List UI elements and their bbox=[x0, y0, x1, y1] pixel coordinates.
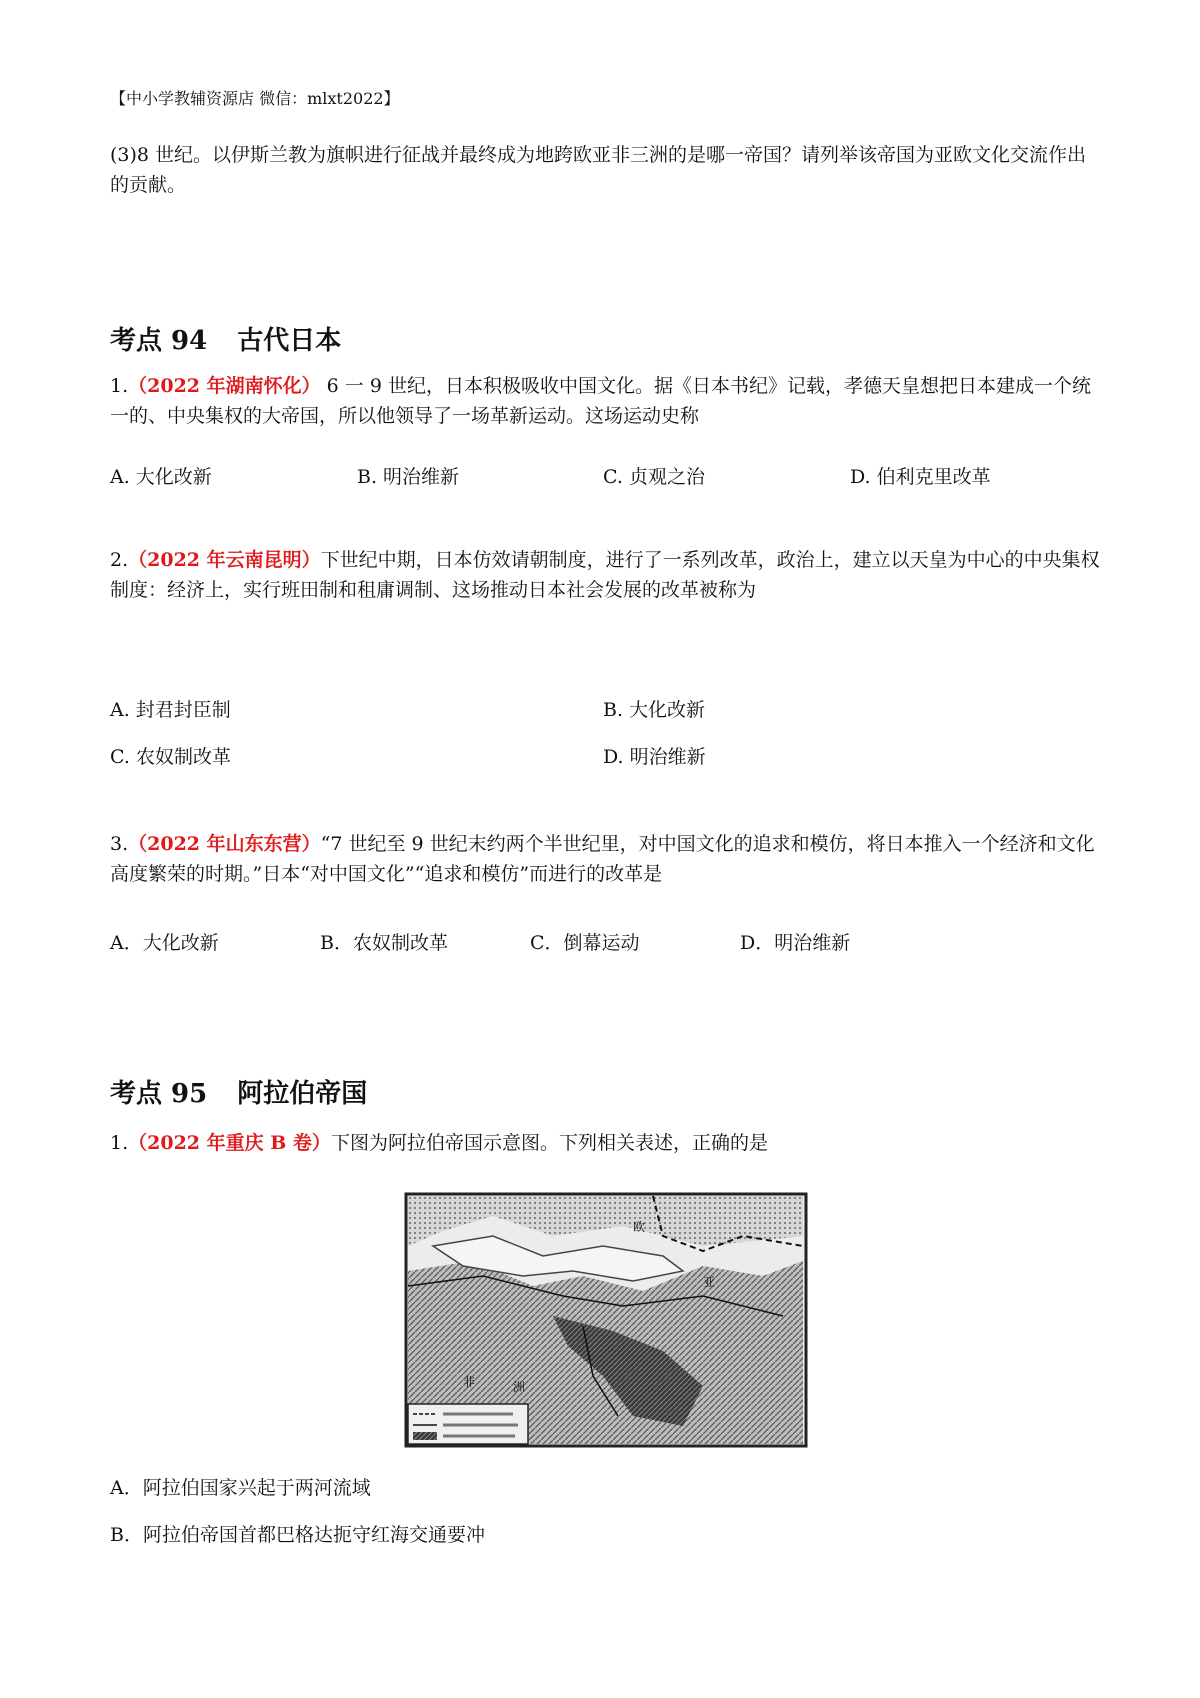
section-number: 考点 95 bbox=[110, 1079, 208, 1109]
s94-question-2 bbox=[110, 545, 1100, 605]
page-header: 【中小学教辅资源店 微信：mlxt2022】 bbox=[110, 89, 400, 108]
map-label-africa-2: 洲 bbox=[513, 1380, 526, 1394]
map-label-africa: 非 bbox=[463, 1375, 476, 1389]
question-text: 下图为阿拉伯帝国示意图。下列相关表述，正确的是 bbox=[330, 1132, 768, 1154]
question-source: （2022 年重庆 B 卷） bbox=[128, 1132, 331, 1154]
question-source: （2022 年云南昆明） bbox=[128, 549, 321, 571]
section-title: 古代日本 bbox=[237, 326, 342, 356]
question-source: （2022 年湖南怀化） bbox=[128, 375, 321, 397]
map-label-asia: 亚 bbox=[703, 1275, 716, 1289]
question-number: 1. bbox=[110, 1132, 129, 1154]
option-b[interactable]: B. 明治维新 bbox=[357, 466, 460, 488]
s94-question-1 bbox=[110, 371, 1100, 431]
section-heading-95 bbox=[110, 1073, 367, 1110]
question-number: 3. bbox=[110, 833, 129, 855]
map-image bbox=[403, 1176, 813, 1451]
option-c[interactable]: C．倒幕运动 bbox=[530, 932, 640, 954]
option-a[interactable]: A．大化改新 bbox=[110, 932, 219, 954]
option-a[interactable]: A. 封君封臣制 bbox=[110, 699, 231, 721]
option-b[interactable]: B．农奴制改革 bbox=[320, 932, 448, 954]
arab-empire-map bbox=[403, 1176, 813, 1451]
map-label-europe: 欧 bbox=[633, 1220, 646, 1234]
s94-question-3 bbox=[110, 829, 1100, 889]
question-source: （2022 年山东东营） bbox=[128, 833, 321, 855]
section-title: 阿拉伯帝国 bbox=[237, 1079, 368, 1109]
question-text: 6 一 9 世纪，日本积极吸收中国文化。据《日本书纪》记载，孝德天皇想把日本建成一个统一的、中央集权的大帝国，所以他领导了一场革新运动。这场运动史称 bbox=[110, 375, 1091, 427]
s95-question-1 bbox=[110, 1128, 1100, 1158]
question-3-prev bbox=[110, 140, 1100, 200]
option-a[interactable]: A. 大化改新 bbox=[110, 466, 212, 488]
section-heading-94 bbox=[110, 320, 341, 357]
option-b[interactable]: B．阿拉伯帝国首都巴格达扼守红海交通要冲 bbox=[110, 1524, 485, 1546]
question-number: 2. bbox=[110, 549, 129, 571]
option-a[interactable]: A．阿拉伯国家兴起于两河流域 bbox=[110, 1477, 371, 1499]
option-d[interactable]: D. 伯利克里改革 bbox=[850, 466, 991, 488]
option-c[interactable]: C. 贞观之治 bbox=[603, 466, 705, 488]
option-d[interactable]: D．明治维新 bbox=[740, 932, 851, 954]
question-text: 下世纪中期，日本仿效请朝制度，进行了一系列改革，政治上，建立以天皇为中心的中央集权制度：经济上，实行班田制和租庸调制、这场推动日本社会发展的改革被称为 bbox=[110, 549, 1100, 601]
question-text: “7 世纪至 9 世纪末约两个半世纪里，对中国文化的追求和模仿，将日本推入一个经济和文化高度繁荣的时期。”日本“对中国文化”“追求和模仿”而进行的改革是 bbox=[110, 833, 1095, 885]
question-text: (3)8 世纪。以伊斯兰教为旗帜进行征战并最终成为地跨欧亚非三洲的是哪一帝国？请列举该帝国为亚欧文化交流作出的贡献。 bbox=[110, 144, 1087, 196]
section-number: 考点 94 bbox=[110, 326, 208, 356]
option-c[interactable]: C. 农奴制改革 bbox=[110, 746, 231, 768]
option-d[interactable]: D. 明治维新 bbox=[603, 746, 706, 768]
option-b[interactable]: B. 大化改新 bbox=[603, 699, 706, 721]
question-number: 1. bbox=[110, 375, 129, 397]
